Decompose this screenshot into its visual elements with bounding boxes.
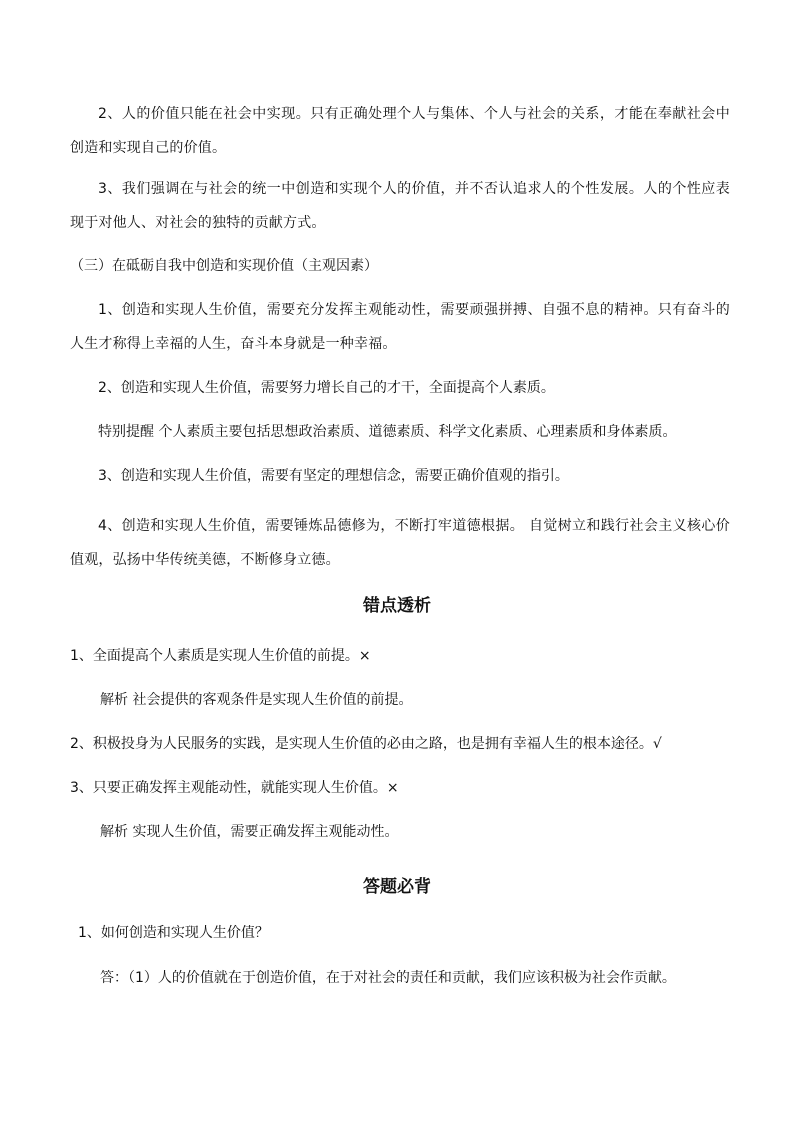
error-analysis-1: 解析 社会提供的客观条件是实现人生价值的前提。: [100, 692, 413, 708]
paragraph-individuality: 3、我们强调在与社会的统一中创造和实现个人的价值，并不否认追求人的个性发展。人的个性应表现于对他人、对社会的独特的贡献方式。: [70, 181, 730, 231]
error-item-1: 1、全面提高个人素质是实现人生价值的前提。×: [70, 648, 371, 664]
error-analysis-3: 解析 实现人生价值，需要正确发挥主观能动性。: [100, 824, 399, 840]
paragraph-moral-cultivation: 4、创造和实现人生价值，需要锤炼品德修为，不断打牢道德根据。 自觉树立和践行社会主义核心价值观，弘扬中华传统美德，不断修身立德。: [70, 518, 730, 568]
answers-heading: 答题必背: [363, 877, 431, 897]
special-reminder: 特别提醒 个人素质主要包括思想政治素质、道德素质、科学文化素质、心理素质和身体素质。: [98, 424, 677, 440]
answer-1: 答：（1）人的价值就在于创造价值，在于对社会的责任和贡献，我们应该积极为社会作贡献。: [100, 970, 676, 986]
error-item-3: 3、只要正确发挥主观能动性，就能实现人生价值。×: [70, 780, 399, 796]
paragraph-value-in-society: 2、人的价值只能在社会中实现。只有正确处理个人与集体、个人与社会的关系，才能在奉献社会中创造和实现自己的价值。: [70, 106, 730, 156]
question-1: 1、如何创造和实现人生价值？: [78, 925, 269, 941]
errors-heading: 错点透析: [363, 596, 431, 616]
paragraph-subjective-initiative: 1、创造和实现人生价值，需要充分发挥主观能动性，需要顽强拼搏、自强不息的精神。只有奋斗的人生才称得上幸福的人生，奋斗本身就是一种幸福。: [70, 302, 730, 352]
section-title-subjective: （三）在砥砺自我中创造和实现价值（主观因素）: [70, 258, 378, 274]
error-item-2: 2、积极投身为人民服务的实践，是实现人生价值的必由之路，也是拥有幸福人生的根本途径。√: [70, 736, 662, 752]
paragraph-improve-quality: 2、创造和实现人生价值，需要努力增长自己的才干，全面提高个人素质。: [98, 380, 555, 396]
paragraph-ideals: 3、创造和实现人生价值，需要有坚定的理想信念，需要正确价值观的指引。: [98, 468, 569, 484]
